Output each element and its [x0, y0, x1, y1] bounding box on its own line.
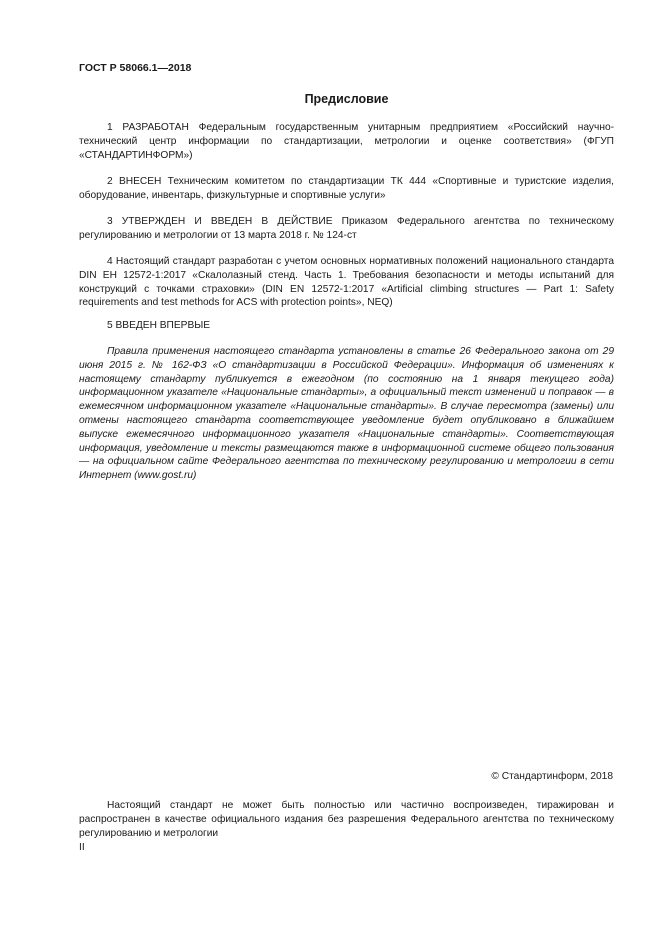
document-code: ГОСТ Р 58066.1—2018 — [79, 62, 192, 74]
paragraph-2: 2 ВНЕСЕН Техническим комитетом по стандартизации ТК 444 «Спортивные и туристские изделия, оборудование, инвентарь, физкультурные и спортивные услуги» — [79, 176, 614, 201]
paragraph-5: 5 ВВЕДЕН ВПЕРВЫЕ — [107, 320, 211, 331]
paragraph-3: 3 УТВЕРЖДЕН И ВВЕДЕН В ДЕЙСТВИЕ Приказом Федерального агентства по техническому регулированию и метрологии от 13 марта 2018 г. № 124-ст — [79, 216, 614, 241]
paragraph-1: 1 РАЗРАБОТАН Федеральным государственным унитарным предприятием «Российский научно-технический центр информации по стандартизации, метрологии и оценке соответствия» (ФГУП «СТАНДАРТИНФОРМ») — [79, 122, 614, 161]
copyright-notice: © Стандартинформ, 2018 — [491, 771, 613, 782]
paragraph-4: 4 Настоящий стандарт разработан с учетом основных нормативных положений национального стандарта DIN ЕН 12572-1:2017 «Скалолазный стенд. Часть 1. Требования безопасности и методы испытаний для конструкций с точками страховки» (DIN EN 12572-1:2017 «Artificial climbing structures — Part 1: Safety requirements and test methods for ACS with protection points», NEQ) — [79, 256, 614, 309]
reproduction-notice: Настоящий стандарт не может быть полностью или частично воспроизведен, тиражирован и распространен в качестве официального издания без разрешения Федерального агентства по техническому регулированию и метрологии — [79, 800, 614, 839]
page-title: Предисловие — [304, 92, 389, 106]
application-notice: Правила применения настоящего стандарта установлены в статье 26 Федерального закона от 29 июня 2015 г. № 162-ФЗ «О стандартизации в Российской Федерации». Информация об изменениях к настоящему стандарту публикуется в ежегодном (по состоянию на 1 января текущего года) информационном указателе «Национальные стандарты», а официальный текст изменений и поправок — в ежемесячном информационном указателе «Национальные стандарты». В случае пересмотра (замены) или отмены настоящего стандарта соответствующее уведомление будет опубликовано в ближайшем выпуске ежемесячного информационного указателя «Национальные стандарты». Соответствующая информация, уведомление и тексты размещаются также в информационной системе общего пользования — на официальном сайте Федерального агентства по техническому регулированию и метрологии в сети Интернет (www.gost.ru) — [79, 346, 614, 482]
page-number: II — [79, 842, 85, 853]
